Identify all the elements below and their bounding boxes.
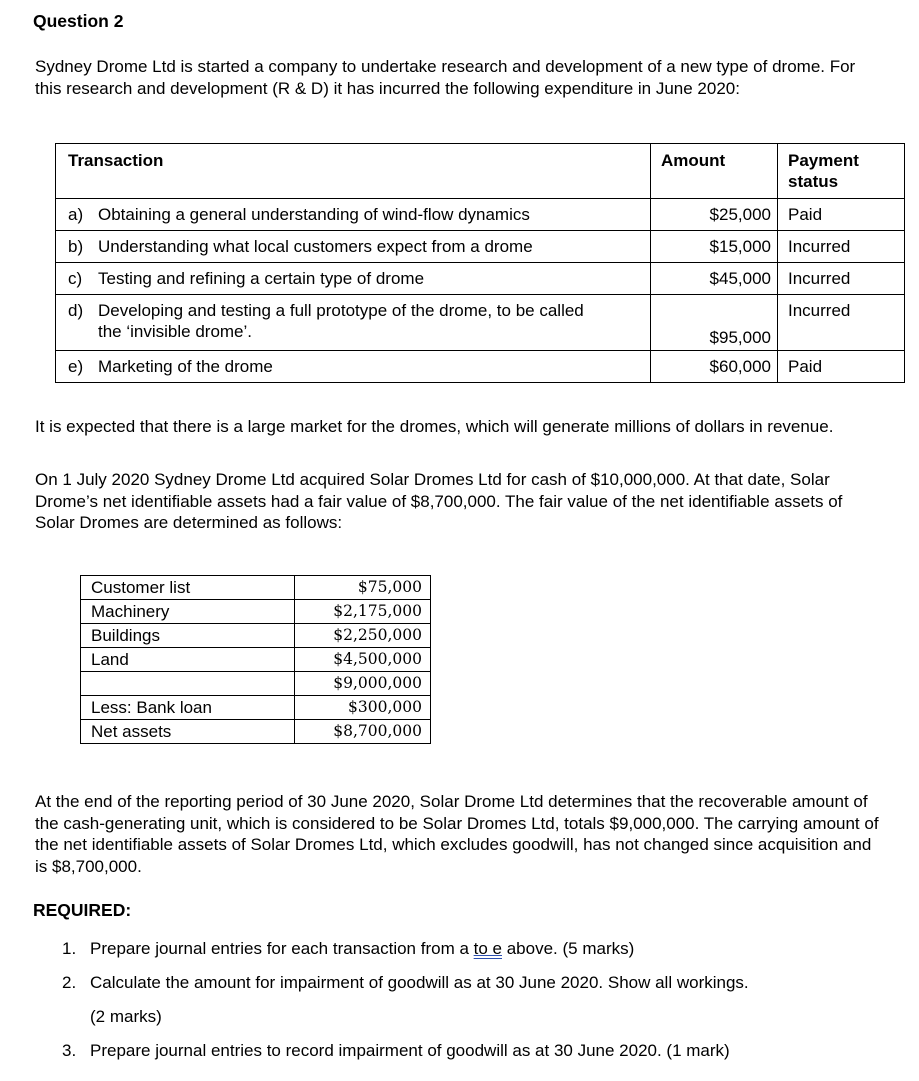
asset-subtotal: $9,000,000 <box>295 672 431 696</box>
item-number: 2. <box>62 973 77 992</box>
table-row <box>81 696 431 720</box>
table-row <box>56 263 905 295</box>
acquisition-paragraph: On 1 July 2020 Sydney Drome Ltd acquired Solar Dromes Ltd for cash of $10,000,000. At that date, Solar Drome’s net identifiable assets had a fair value of $8,700,000. The fair value of the net identifiable assets of Solar Dromes are determined as follows: <box>35 470 843 532</box>
recoverable-paragraph: At the end of the reporting period of 30 June 2020, Solar Drome Ltd determines that the recoverable amount of the cash-generating unit, which is considered to be Solar Dromes Ltd, totals $9,000,000. The carrying amount of the net identifiable assets of Solar Dromes Ltd, which excludes goodwill, has not changed since acquisition and is $8,700,000. <box>35 792 879 876</box>
table-row <box>56 231 905 263</box>
asset-value: $2,175,000 <box>295 600 431 624</box>
transactions-table <box>55 143 905 383</box>
row-label: e) <box>68 357 84 376</box>
table-row <box>81 624 431 648</box>
row-amount: $60,000 <box>651 351 778 383</box>
table-row <box>56 199 905 231</box>
asset-value: $4,500,000 <box>295 648 431 672</box>
row-status: Paid <box>778 199 905 231</box>
header-amount: Amount <box>651 144 778 199</box>
table-row <box>81 576 431 600</box>
item-number <box>62 1000 90 1034</box>
item-text-underlined: to e <box>473 939 502 958</box>
item-number: 3. <box>62 1041 77 1060</box>
row-status: Incurred <box>778 263 905 295</box>
asset-name: Buildings <box>81 624 295 648</box>
row-amount: $45,000 <box>651 263 778 295</box>
row-label: a) <box>68 205 84 224</box>
table-row <box>81 648 431 672</box>
header-transaction: Transaction <box>56 144 651 199</box>
item-text <box>90 932 634 966</box>
table-row <box>56 351 905 383</box>
asset-value: $2,250,000 <box>295 624 431 648</box>
intro-paragraph: Sydney Drome Ltd is started a company to undertake research and development of a new type of drome. For this research and development (R & D) it has incurred the following expenditure in June 2020: <box>35 57 856 98</box>
row-label: c) <box>68 269 83 288</box>
market-paragraph: It is expected that there is a large market for the dromes, which will generate millions of dollars in revenue. <box>35 417 834 436</box>
list-item <box>62 1034 892 1068</box>
row-text: Developing and testing a full prototype of the drome, to be called the ‘invisible drome’. <box>98 301 584 341</box>
asset-total: $8,700,000 <box>295 720 431 744</box>
question-title: Question 2 <box>33 11 124 31</box>
row-amount: $95,000 <box>651 295 778 351</box>
asset-name <box>81 672 295 696</box>
row-text: Testing and refining a certain type of drome <box>98 269 425 288</box>
asset-value: $300,000 <box>295 696 431 720</box>
net-assets-table <box>80 575 431 744</box>
row-status: Incurred <box>778 231 905 263</box>
row-amount: $15,000 <box>651 231 778 263</box>
table-row <box>81 672 431 696</box>
header-payment-status: Payment status <box>778 144 905 199</box>
item-text-post: above. (5 marks) <box>502 939 635 958</box>
row-text: Obtaining a general understanding of wind-flow dynamics <box>98 205 530 224</box>
row-amount: $25,000 <box>651 199 778 231</box>
item-text: Calculate the amount for impairment of goodwill as at 30 June 2020. Show all workings. <box>90 973 749 992</box>
table-row <box>81 720 431 744</box>
item-text: (2 marks) <box>90 1007 162 1026</box>
asset-name: Land <box>81 648 295 672</box>
row-status: Incurred <box>778 295 905 351</box>
list-item <box>62 966 892 1000</box>
row-label: d) <box>68 301 84 320</box>
asset-name: Less: Bank loan <box>81 696 295 720</box>
asset-name: Net assets <box>81 720 295 744</box>
item-text: Prepare journal entries to record impairment of goodwill as at 30 June 2020. (1 mark) <box>90 1041 730 1060</box>
asset-value: $75,000 <box>295 576 431 600</box>
asset-name: Machinery <box>81 600 295 624</box>
row-text: Marketing of the drome <box>98 357 273 376</box>
row-label: b) <box>68 237 84 256</box>
list-item <box>62 932 892 966</box>
table-row <box>56 295 905 351</box>
list-item <box>62 1000 892 1034</box>
row-text: Understanding what local customers expect from a drome <box>98 237 533 256</box>
item-text-pre: Prepare journal entries for each transaction from a <box>90 939 474 958</box>
table-row <box>81 600 431 624</box>
item-number: 1. <box>62 939 77 958</box>
required-title: REQUIRED: <box>33 900 132 920</box>
required-list <box>62 932 892 1068</box>
row-status: Paid <box>778 351 905 383</box>
table-header-row <box>56 144 905 199</box>
asset-name: Customer list <box>81 576 295 600</box>
